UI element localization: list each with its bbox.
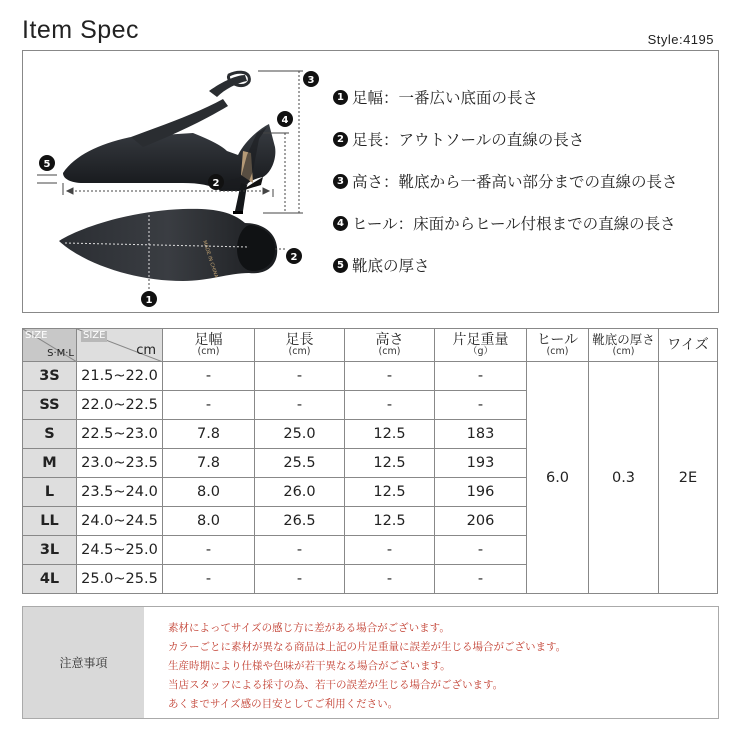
row-range: 21.5~22.0: [77, 362, 163, 391]
marker-2-sole: 2: [290, 252, 298, 263]
cell-height: -: [345, 391, 435, 420]
cell-height: -: [345, 362, 435, 391]
cell-height: -: [345, 536, 435, 565]
col-header-height: 高さ (cm): [345, 329, 435, 362]
cell-length: 26.5: [255, 507, 345, 536]
cell-wise: 2E: [659, 362, 718, 594]
cell-weight: 196: [435, 478, 527, 507]
row-size: SS: [23, 391, 77, 420]
notes-box: [22, 606, 719, 719]
cell-sole: 0.3: [589, 362, 659, 594]
notes-body: [144, 607, 590, 718]
legend-item-2: [333, 128, 584, 150]
row-size: 3S: [23, 362, 77, 391]
marker-4: 4: [281, 115, 289, 126]
cell-length: -: [255, 565, 345, 594]
cell-length: -: [255, 391, 345, 420]
marker-2-side: 2: [212, 178, 220, 189]
note-line: 当店スタッフによる採寸の為、若干の誤差が生じる場合がございます。: [168, 679, 504, 691]
note-line: 生産時期により仕様や色味が若干異なる場合がございます。: [168, 660, 451, 672]
col-header-wise: ワイズ: [659, 329, 718, 362]
marker-5: 5: [43, 159, 51, 170]
style-number: Style:4195: [647, 32, 714, 47]
row-range: 25.0~25.5: [77, 565, 163, 594]
cell-height: 12.5: [345, 449, 435, 478]
row-range: 24.5~25.0: [77, 536, 163, 565]
row-range: 22.0~22.5: [77, 391, 163, 420]
cell-width: 8.0: [163, 507, 255, 536]
cell-weight: 183: [435, 420, 527, 449]
legend-text: 高さ：靴底から一番高い部分までの直線の長さ: [352, 173, 678, 191]
cell-width: 7.8: [163, 449, 255, 478]
legend-number: 2: [333, 132, 348, 147]
cell-weight: -: [435, 565, 527, 594]
note-line: カラーごとに素材が異なる商品は上記の片足重量に誤差が生じる場合がございます。: [168, 641, 567, 653]
row-range: 23.0~23.5: [77, 449, 163, 478]
size-table: [22, 328, 718, 594]
legend-number: 3: [333, 174, 348, 189]
col-header-sole: 靴底の厚さ (cm): [589, 329, 659, 362]
table-header-row: [23, 329, 718, 362]
col-header-foot-width: 足幅 (cm): [163, 329, 255, 362]
marker-3: 3: [307, 75, 315, 86]
cell-weight: -: [435, 362, 527, 391]
cell-width: -: [163, 391, 255, 420]
legend-item-5: [333, 254, 430, 276]
row-range: 22.5~23.0: [77, 420, 163, 449]
col-header-heel: ヒール (cm): [527, 329, 589, 362]
row-range: 24.0~24.5: [77, 507, 163, 536]
cell-width: 8.0: [163, 478, 255, 507]
row-range: 23.5~24.0: [77, 478, 163, 507]
corner-size-cm: [77, 329, 163, 362]
legend-text: 足幅：一番広い底面の長さ: [352, 89, 539, 107]
col-header-weight: 片足重量 （g）: [435, 329, 527, 362]
row-size: L: [23, 478, 77, 507]
legend-item-4: [333, 212, 676, 234]
cell-width: -: [163, 362, 255, 391]
cell-length: 25.5: [255, 449, 345, 478]
col-header-foot-length: 足長 (cm): [255, 329, 345, 362]
corner-sml-label: S·M·L: [47, 347, 74, 359]
cell-height: 12.5: [345, 507, 435, 536]
corner-cm-label: cm: [136, 343, 156, 359]
shoe-side-view: [63, 72, 275, 214]
legend-item-1: [333, 86, 538, 108]
row-size: M: [23, 449, 77, 478]
note-line: あくまでサイズ感の目安としてご利用ください。: [168, 698, 399, 710]
legend-text: 靴底の厚さ: [352, 257, 430, 275]
cell-weight: 206: [435, 507, 527, 536]
row-size: S: [23, 420, 77, 449]
corner-size-sml: [23, 329, 77, 362]
notes-label: 注意事項: [23, 607, 144, 718]
legend-number: 4: [333, 216, 348, 231]
cell-weight: -: [435, 391, 527, 420]
corner-size-label: SIZE: [25, 330, 48, 341]
cell-width: -: [163, 565, 255, 594]
cell-height: 12.5: [345, 420, 435, 449]
page-title: Item Spec: [22, 16, 140, 44]
legend-number: 1: [333, 90, 348, 105]
note-line: 素材によってサイズの感じ方に差がある場合がございます。: [168, 622, 450, 634]
legend-item-3: [333, 170, 678, 192]
marker-1: 1: [145, 295, 153, 306]
cell-height: -: [345, 565, 435, 594]
table-row: [23, 362, 718, 391]
shoe-bottom-view: [59, 209, 277, 281]
shoe-diagram: [23, 51, 323, 311]
cell-length: 26.0: [255, 478, 345, 507]
row-size: LL: [23, 507, 77, 536]
sole-print: MADE IN CHINA: [201, 239, 219, 279]
cell-length: -: [255, 362, 345, 391]
cell-weight: -: [435, 536, 527, 565]
row-size: 3L: [23, 536, 77, 565]
cell-length: -: [255, 536, 345, 565]
legend-text: 足長：アウトソールの直線の長さ: [352, 131, 585, 149]
legend-text: ヒール：床面からヒール付根までの直線の長さ: [352, 215, 676, 233]
cell-weight: 193: [435, 449, 527, 478]
cell-height: 12.5: [345, 478, 435, 507]
cell-length: 25.0: [255, 420, 345, 449]
row-size: 4L: [23, 565, 77, 594]
cell-heel: 6.0: [527, 362, 589, 594]
cell-width: -: [163, 536, 255, 565]
cell-width: 7.8: [163, 420, 255, 449]
legend-number: 5: [333, 258, 348, 273]
corner-size2-label: SIZE: [83, 330, 106, 341]
